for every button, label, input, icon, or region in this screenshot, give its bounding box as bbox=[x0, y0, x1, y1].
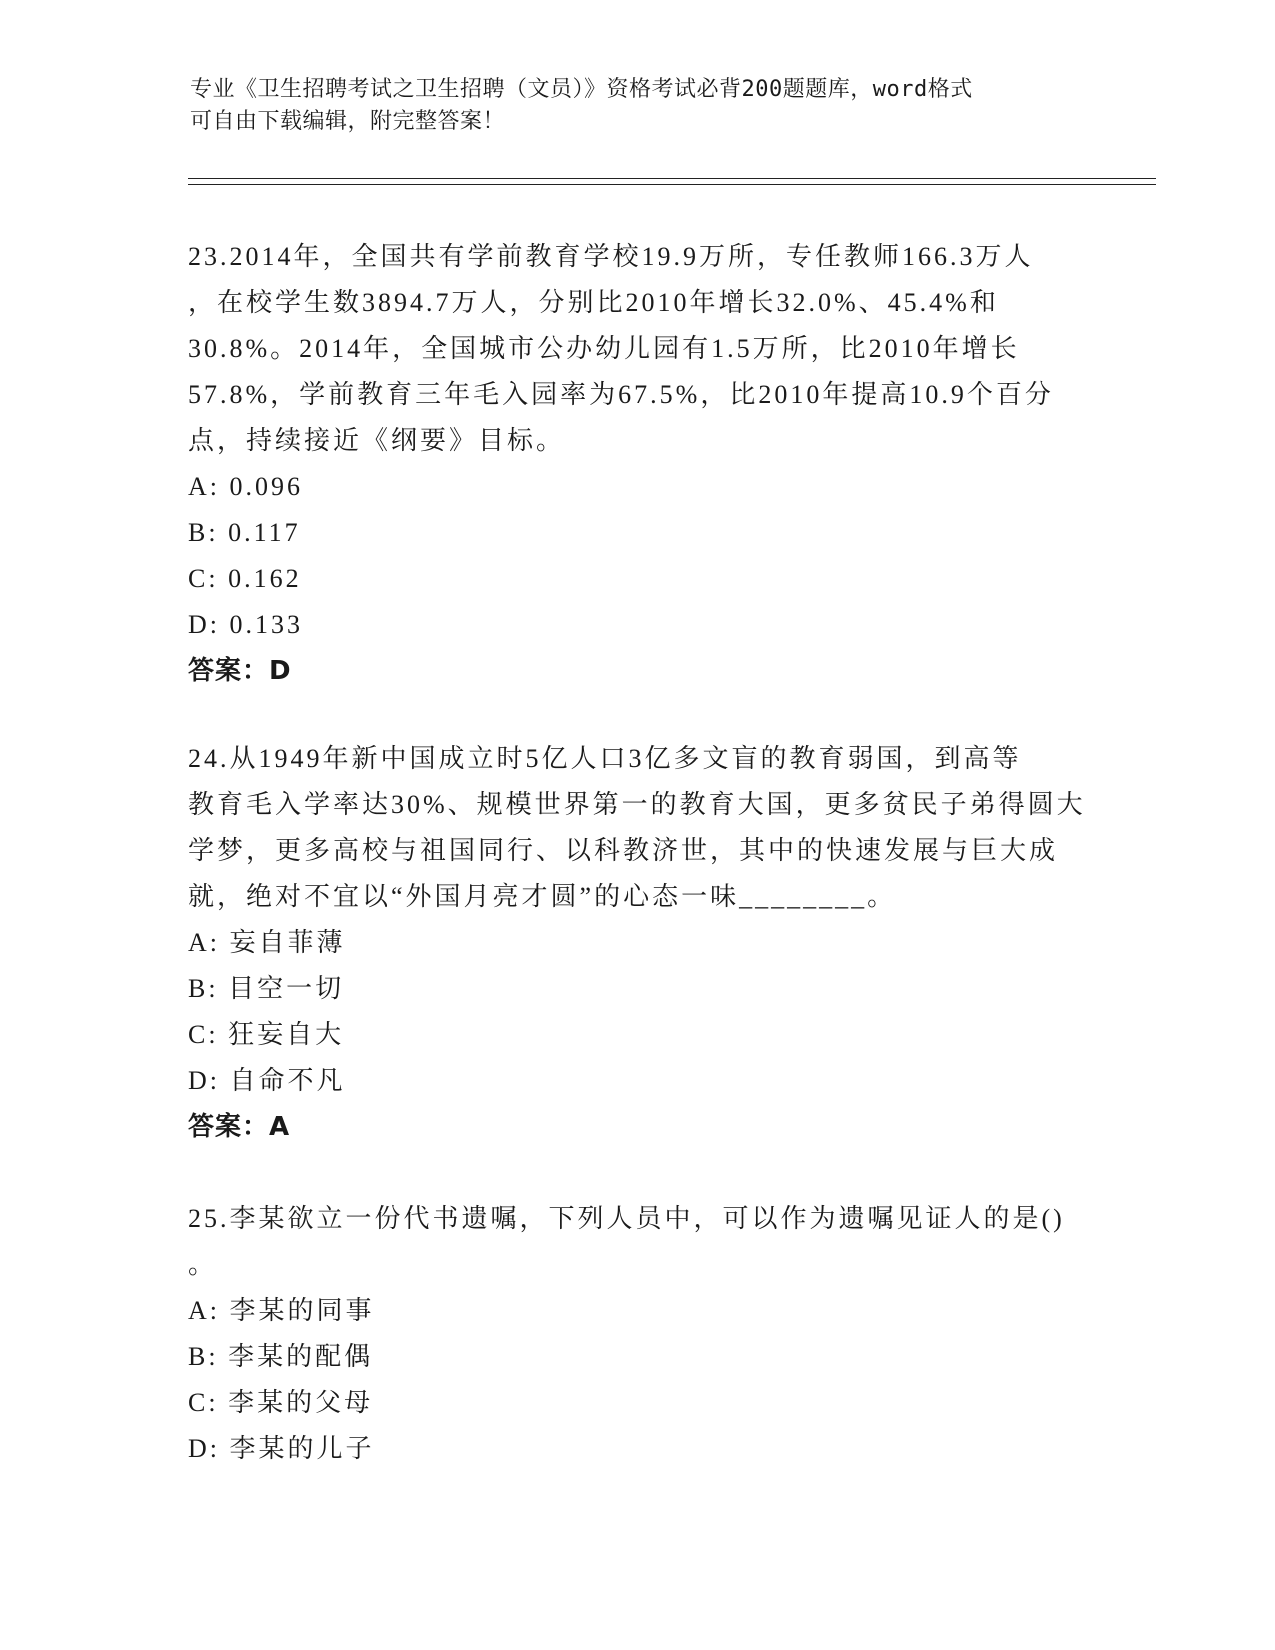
question-text-line: 就，绝对不宜以“外国月亮才圆”的心态一味________。 bbox=[188, 882, 897, 911]
option-b: B: 李某的配偶 bbox=[188, 1342, 374, 1371]
question-text-line: 23.2014年，全国共有学前教育学校19.9万所，专任教师166.3万人 bbox=[188, 242, 1034, 271]
header-line-1: 专业《卫生招聘考试之卫生招聘（文员）》资格考试必背200题题库，word格式 bbox=[190, 77, 973, 102]
option-a: A: 妄自菲薄 bbox=[188, 928, 346, 957]
option-c: C: 李某的父母 bbox=[188, 1388, 374, 1417]
option-b: B: 0.117 bbox=[188, 518, 301, 547]
question-text-line: 点，持续接近《纲要》目标。 bbox=[188, 426, 566, 455]
document-header bbox=[190, 74, 1070, 138]
option-a: A: 李某的同事 bbox=[188, 1296, 375, 1325]
question-text-line: 30.8%。2014年，全国城市公办幼儿园有1.5万所，比2010年增长 bbox=[188, 334, 1020, 363]
question-text-line: 。 bbox=[188, 1250, 218, 1279]
header-divider-top bbox=[188, 178, 1156, 179]
question-text-line: ，在校学生数3894.7万人，分别比2010年增长32.0%、45.4%和 bbox=[188, 288, 999, 317]
answer-label: 答案：D bbox=[188, 656, 292, 686]
option-a: A: 0.096 bbox=[188, 472, 303, 501]
option-d: D: 李某的儿子 bbox=[188, 1434, 375, 1463]
question-text-line: 教育毛入学率达30%、规模世界第一的教育大国，更多贫民子弟得圆大 bbox=[188, 790, 1086, 819]
question-text-line: 学梦，更多高校与祖国同行、以科教济世，其中的快速发展与巨大成 bbox=[188, 836, 1059, 865]
option-b: B: 目空一切 bbox=[188, 974, 345, 1003]
question-text-line: 57.8%，学前教育三年毛入园率为67.5%，比2010年提高10.9个百分 bbox=[188, 380, 1054, 409]
option-c: C: 狂妄自大 bbox=[188, 1020, 345, 1049]
option-c: C: 0.162 bbox=[188, 564, 302, 593]
header-divider-bottom bbox=[188, 184, 1156, 185]
header-line-2: 可自由下载编辑，附完整答案！ bbox=[190, 109, 506, 134]
option-d: D: 0.133 bbox=[188, 610, 303, 639]
question-text-line: 25.李某欲立一份代书遗嘱，下列人员中，可以作为遗嘱见证人的是() bbox=[188, 1204, 1065, 1233]
option-d: D: 自命不凡 bbox=[188, 1066, 346, 1095]
question-text-line: 24.从1949年新中国成立时5亿人口3亿多文盲的教育弱国，到高等 bbox=[188, 744, 1022, 773]
question-24 bbox=[188, 736, 1088, 1150]
question-23 bbox=[188, 234, 1088, 694]
answer-label: 答案：A bbox=[188, 1112, 291, 1142]
question-25 bbox=[188, 1196, 1088, 1472]
